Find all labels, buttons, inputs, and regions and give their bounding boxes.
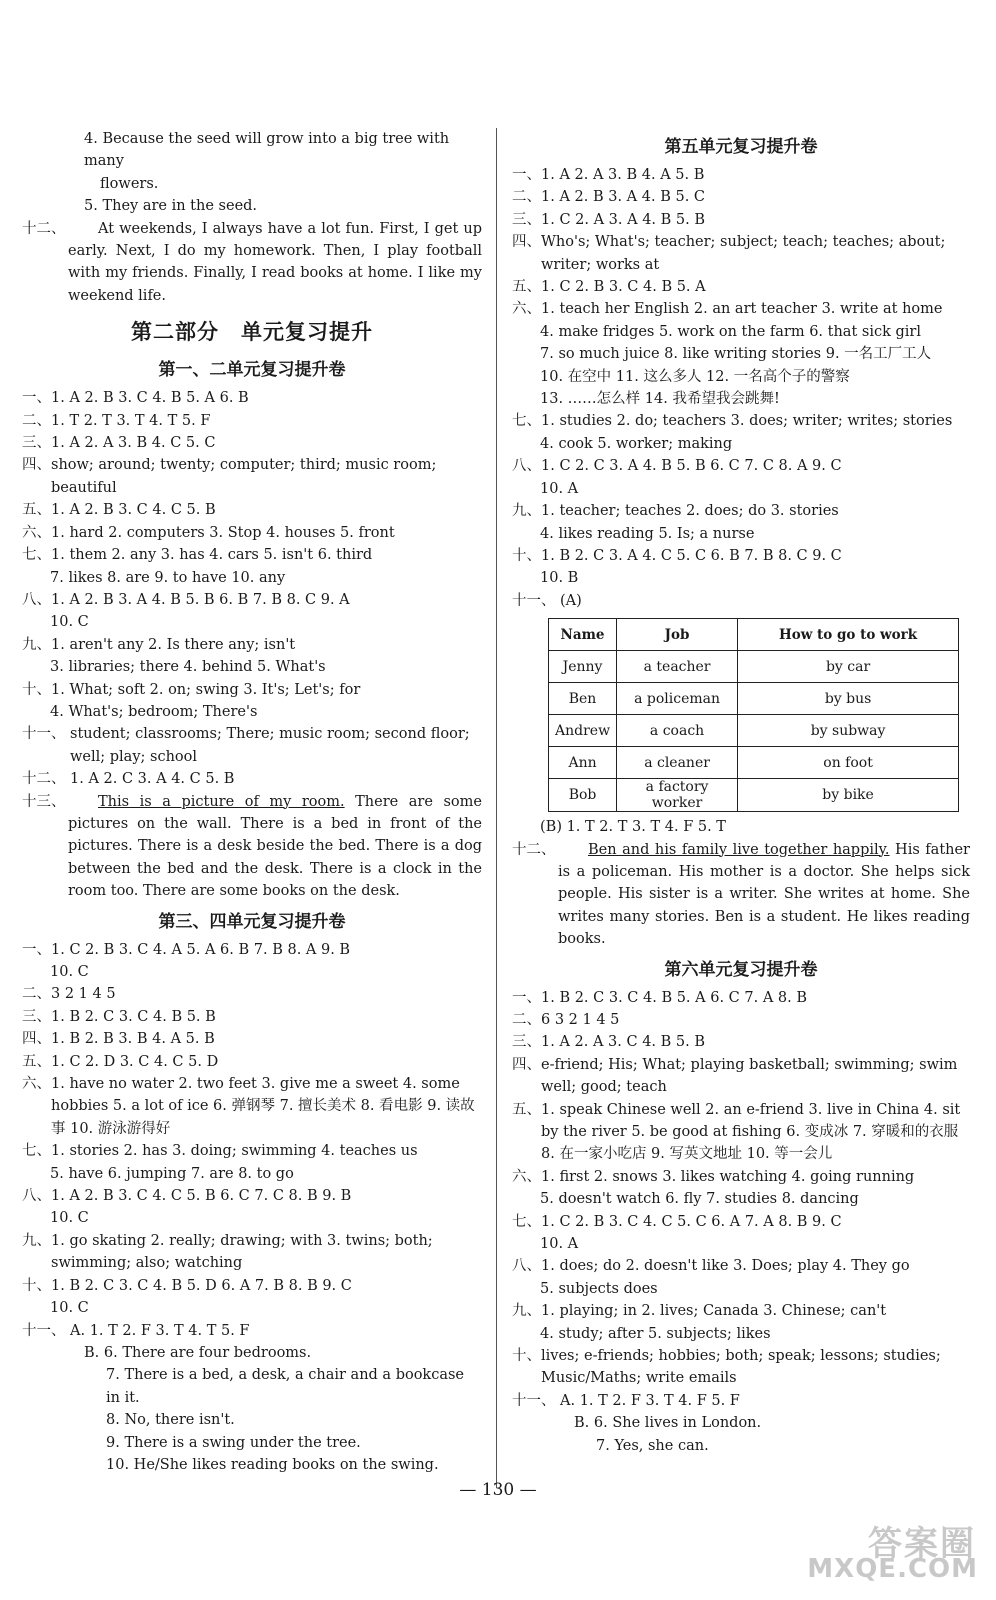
answer-text: 10. A bbox=[540, 1236, 579, 1253]
question-number: 三、 bbox=[512, 211, 541, 228]
question-number bbox=[512, 321, 540, 343]
answer-text: 7. Yes, she can. bbox=[596, 1437, 709, 1454]
answer-text: 1. first 2. snows 3. likes watching 4. going running bbox=[541, 1168, 915, 1185]
answer-line bbox=[512, 366, 970, 388]
essay-paragraph: 十二、 At weekends, I always have a lot fun. First, I get up early. Next, I do my homework. Then, I play football with my friends. Finally, I read books at home. I like my weekend life. bbox=[22, 220, 482, 304]
answer-line bbox=[512, 1211, 970, 1233]
question-number bbox=[22, 567, 50, 589]
answer-line bbox=[512, 478, 970, 500]
answer-line bbox=[22, 1073, 482, 1140]
answer-line bbox=[512, 523, 970, 545]
answer-line: 4. Because the seed will grow into a big tree with many bbox=[84, 131, 450, 170]
part-title: 第二部分 单元复习提升 bbox=[131, 319, 373, 345]
answer-line bbox=[22, 1409, 482, 1431]
answer-line bbox=[22, 1028, 482, 1050]
answer-list bbox=[22, 387, 482, 790]
question-number: 八、 bbox=[512, 1258, 541, 1275]
answer-text: 1. A 2. A 3. B 4. C 5. C bbox=[51, 435, 216, 452]
answer-text: 5. subjects does bbox=[540, 1280, 658, 1297]
table-header: How to go to work bbox=[738, 619, 959, 651]
answer-line bbox=[22, 1185, 482, 1207]
question-number: 四、 bbox=[22, 457, 51, 474]
answer-line bbox=[22, 1163, 482, 1185]
question-number: 十、 bbox=[512, 547, 541, 564]
question-number: 十一、 bbox=[22, 726, 66, 743]
answer-text: 10. C bbox=[50, 1300, 89, 1317]
answer-text: 1. A 2. A 3. C 4. B 5. B bbox=[541, 1034, 706, 1051]
answer-text: 7. There is a bed, a desk, a chair and a bookcase in it. bbox=[106, 1367, 465, 1406]
answer-line bbox=[22, 387, 482, 409]
answer-text: 1. hard 2. computers 3. Stop 4. houses 5. front bbox=[51, 524, 395, 541]
table-row bbox=[549, 683, 959, 715]
table-cell: by subway bbox=[738, 715, 959, 747]
answer-line bbox=[22, 1006, 482, 1028]
question-number bbox=[512, 1323, 540, 1345]
answer-line bbox=[512, 1255, 970, 1277]
answer-line bbox=[22, 611, 482, 633]
answer-line bbox=[22, 939, 482, 961]
answer-text: A. 1. T 2. F 3. T 4. F 5. F bbox=[560, 1392, 740, 1409]
question-number bbox=[22, 1297, 50, 1319]
answer-line bbox=[22, 432, 482, 454]
answer-text: 1. B 2. C 3. A 4. C 5. C 6. B 7. B 8. C 9. C bbox=[541, 547, 842, 564]
answer-line bbox=[22, 1230, 482, 1275]
underlined-sentence: This is a picture of my room. bbox=[98, 793, 345, 810]
answer-line bbox=[512, 1278, 970, 1300]
question-number: 八、 bbox=[22, 591, 51, 608]
question-number: 十一、 bbox=[512, 1392, 556, 1409]
table-cell: by bike bbox=[738, 779, 959, 812]
answer-line bbox=[22, 768, 482, 790]
answer-text: 1. playing; in 2. lives; Canada 3. Chinese; can't bbox=[541, 1303, 887, 1320]
answer-text: 10. C bbox=[50, 614, 89, 631]
answer-text: 1. go skating 2. really; drawing; with 3. twins; both; swimming; also; watching bbox=[51, 1232, 433, 1272]
answer-text: 1. C 2. D 3. C 4. C 5. D bbox=[51, 1053, 219, 1070]
answer-line bbox=[512, 164, 970, 186]
question-number: 一、 bbox=[22, 390, 51, 407]
answer-text: 1. B 2. C 3. C 4. B 5. A 6. C 7. A 8. B bbox=[541, 989, 808, 1006]
answer-text: 13. ……怎么样 14. 我希望我会跳舞! bbox=[540, 391, 780, 408]
answer-text: 10. A bbox=[540, 480, 579, 497]
answer-line bbox=[22, 544, 482, 566]
answer-line bbox=[22, 1207, 482, 1229]
table-row bbox=[549, 715, 959, 747]
table-cell: a factory worker bbox=[617, 779, 738, 812]
table-cell: Jenny bbox=[549, 651, 617, 683]
answer-line bbox=[512, 388, 970, 410]
answer-line bbox=[512, 1166, 970, 1188]
answer-text: show; around; twenty; computer; third; music room; beautiful bbox=[51, 457, 437, 496]
question-number bbox=[512, 1233, 540, 1255]
answer-text: 6 3 2 1 4 5 bbox=[541, 1011, 620, 1028]
answer-text: 4. study; after 5. subjects; likes bbox=[540, 1325, 771, 1342]
left-column bbox=[22, 128, 482, 1476]
answer-line bbox=[22, 454, 482, 499]
table-cell: Ben bbox=[549, 683, 617, 715]
question-number: 十、 bbox=[22, 1277, 51, 1294]
question-number: 九、 bbox=[512, 1303, 541, 1320]
answer-table bbox=[548, 618, 959, 812]
answer-line bbox=[512, 1300, 970, 1322]
question-number bbox=[22, 1207, 50, 1229]
question-number: 一、 bbox=[512, 167, 541, 183]
question-number: 五、 bbox=[22, 1053, 51, 1070]
answer-line bbox=[512, 1435, 970, 1457]
question-number bbox=[512, 433, 540, 455]
answer-line bbox=[512, 545, 970, 567]
question-number: 六、 bbox=[512, 1168, 541, 1185]
answer-text: 4. likes reading 5. Is; a nurse bbox=[540, 525, 755, 542]
answer-text: 1. them 2. any 3. has 4. cars 5. isn't 6. third bbox=[51, 547, 373, 564]
question-number: 四、 bbox=[512, 1056, 541, 1073]
question-number: 十、 bbox=[22, 681, 51, 698]
answer-text: 1. have no water 2. two feet 3. give me a sweet 4. some hobbies 5. a lot of ice 6. 弹钢琴 7. 擅长美术 8. 看电影 9. 读故事 10. 游泳游得好 bbox=[51, 1076, 475, 1137]
question-number: 一、 bbox=[22, 941, 51, 958]
answer-text: 1. A 2. B 3. C 4. C 5. B bbox=[51, 502, 216, 519]
answer-text: 4. make fridges 5. work on the farm 6. that sick girl bbox=[540, 323, 921, 340]
answer-line bbox=[512, 1390, 970, 1412]
question-number bbox=[512, 366, 540, 388]
question-number bbox=[22, 611, 50, 633]
question-number bbox=[512, 343, 540, 365]
answer-text: 1. B 2. C 3. C 4. B 5. B bbox=[51, 1008, 216, 1025]
question-number: 九、 bbox=[22, 1232, 51, 1249]
answer-line bbox=[512, 1412, 970, 1434]
answer-text: 1. A 2. B 3. C 4. B 5. A 6. B bbox=[51, 390, 249, 407]
question-number: 五、 bbox=[512, 279, 541, 296]
question-number bbox=[22, 961, 50, 983]
watermark-text: 答案圈 bbox=[868, 1524, 976, 1564]
answer-text: 1. C 2. C 3. A 4. B 5. B 6. C 7. C 8. A 9. C bbox=[541, 458, 842, 475]
answer-line bbox=[22, 723, 482, 768]
answer-line bbox=[22, 634, 482, 656]
answer-line bbox=[512, 1345, 970, 1390]
answer-line bbox=[22, 567, 482, 589]
answer-line bbox=[22, 1342, 482, 1364]
question-number: 二、 bbox=[512, 189, 541, 206]
answer-line bbox=[512, 231, 970, 276]
answer-text: 7. so much juice 8. like writing stories 9. 一名工厂工人 bbox=[540, 346, 932, 363]
answer-text: 4. What's; bedroom; There's bbox=[50, 703, 258, 720]
table-row bbox=[549, 651, 959, 683]
table-cell: Bob bbox=[549, 779, 617, 812]
answer-text: (A) bbox=[560, 592, 582, 609]
answer-line: (B) 1. T 2. T 3. T 4. F 5. T bbox=[540, 819, 726, 836]
answer-text: 3. libraries; there 4. behind 5. What's bbox=[50, 659, 326, 676]
answer-text: 1. A 2. B 3. A 4. B 5. C bbox=[541, 189, 706, 206]
answer-text: 10. C bbox=[50, 1210, 89, 1227]
question-number bbox=[512, 388, 540, 410]
underlined-sentence: Ben and his family live together happily. bbox=[588, 841, 890, 858]
question-number: 三、 bbox=[512, 1034, 541, 1051]
table-cell: by bus bbox=[738, 683, 959, 715]
answer-line bbox=[512, 1099, 970, 1166]
watermark-url: MXQE.COM bbox=[807, 1554, 978, 1584]
question-number bbox=[512, 523, 540, 545]
answer-text: 1. C 2. B 3. C 4. B 5. A bbox=[541, 279, 706, 296]
answer-text: 4. cook 5. worker; making bbox=[540, 435, 733, 452]
question-number bbox=[512, 567, 540, 589]
answer-line bbox=[512, 343, 970, 365]
question-number: 五、 bbox=[22, 502, 51, 519]
answer-text: 10. B bbox=[540, 570, 579, 587]
answer-line bbox=[22, 1297, 482, 1319]
answer-line bbox=[512, 1031, 970, 1053]
column-divider bbox=[496, 128, 497, 1488]
table-cell: a coach bbox=[617, 715, 738, 747]
essay-paragraph: 十三、 This is a picture of my room. There are some pictures on the wall. There is a bed in front of the pictures. There is a desk beside the bed. There is a dog between the bed and the desk. There is a clock in the room too. There are some books on the desk. bbox=[22, 793, 482, 900]
answer-line bbox=[512, 209, 970, 231]
table-header: Job bbox=[617, 619, 738, 651]
table-cell: a policeman bbox=[617, 683, 738, 715]
answer-text: 1. does; do 2. doesn't like 3. Does; play 4. They go bbox=[541, 1258, 910, 1275]
question-number: 八、 bbox=[512, 458, 541, 475]
question-number bbox=[22, 701, 50, 723]
table-cell: a cleaner bbox=[617, 747, 738, 779]
question-number: 七、 bbox=[512, 1213, 541, 1230]
answer-line bbox=[22, 1320, 482, 1342]
answer-list-b bbox=[22, 1342, 482, 1476]
question-number: 十、 bbox=[512, 1348, 541, 1365]
answer-text: 1. studies 2. do; teachers 3. does; writer; writes; stories bbox=[541, 413, 953, 430]
answer-line bbox=[512, 987, 970, 1009]
answer-line bbox=[22, 656, 482, 678]
question-number: 十二、 bbox=[22, 771, 66, 788]
answer-line bbox=[512, 433, 970, 455]
question-number: 七、 bbox=[22, 547, 51, 564]
answer-text: 3 2 1 4 5 bbox=[51, 986, 116, 1003]
answer-line bbox=[22, 1140, 482, 1162]
answer-line bbox=[22, 1364, 482, 1409]
answer-line bbox=[512, 298, 970, 320]
question-number: 七、 bbox=[22, 1143, 51, 1160]
question-number: 七、 bbox=[512, 413, 541, 430]
answer-line bbox=[22, 1051, 482, 1073]
answer-line bbox=[22, 1275, 482, 1297]
answer-line bbox=[22, 701, 482, 723]
answer-line bbox=[512, 1233, 970, 1255]
answer-line bbox=[22, 1454, 482, 1476]
answer-line bbox=[22, 961, 482, 983]
question-number: 一、 bbox=[512, 989, 541, 1006]
table-cell: by car bbox=[738, 651, 959, 683]
question-number: 四、 bbox=[512, 234, 541, 251]
answer-line bbox=[22, 589, 482, 611]
question-number: 六、 bbox=[512, 301, 541, 318]
answer-text: 5. doesn't watch 6. fly 7. studies 8. dancing bbox=[540, 1191, 859, 1208]
answer-text: 1. A 2. B 3. A 4. B 5. B 6. B 7. B 8. C 9. A bbox=[51, 591, 350, 608]
question-number: 十一、 bbox=[512, 592, 556, 609]
answer-text: 1. C 2. B 3. C 4. C 5. C 6. A 7. A 8. B 9. C bbox=[541, 1213, 842, 1230]
answer-text: 1. T 2. T 3. T 4. T 5. F bbox=[51, 412, 211, 429]
answer-list-b bbox=[512, 1412, 970, 1457]
answer-text: 10. C bbox=[50, 964, 89, 980]
question-number bbox=[512, 1188, 540, 1210]
answer-text: 1. What; soft 2. on; swing 3. It's; Let's; for bbox=[51, 681, 361, 698]
section-title-unit-1-2: 第一、二单元复习提升卷 bbox=[158, 360, 346, 381]
essay-paragraph: 十二、 Ben and his family live together happily. His father is a policeman. His mother is a doctor. She helps sick people. His sister is a writer. She writes at home. She writes many stories. Ben is a student. He likes reading books. bbox=[512, 841, 970, 948]
answer-text: student; classrooms; There; music room; second floor; well; play; school bbox=[70, 726, 470, 765]
answer-text: 1. C 2. B 3. C 4. A 5. A 6. B 7. B 8. A 9. B bbox=[51, 941, 351, 958]
answer-line bbox=[22, 499, 482, 521]
answer-line bbox=[512, 321, 970, 343]
question-number: 二、 bbox=[512, 1011, 541, 1028]
answer-text: 8. No, there isn't. bbox=[106, 1412, 235, 1429]
table-cell: on foot bbox=[738, 747, 959, 779]
question-number: 三、 bbox=[22, 435, 51, 452]
section-title-unit-5: 第五单元复习提升卷 bbox=[664, 137, 818, 157]
question-number bbox=[22, 1163, 50, 1185]
answer-list bbox=[512, 987, 970, 1413]
answer-text: 1. A 2. C 3. A 4. C 5. B bbox=[70, 771, 235, 788]
answer-line: 5. They are in the seed. bbox=[84, 198, 258, 215]
question-number: 三、 bbox=[22, 1008, 51, 1025]
right-column bbox=[512, 128, 970, 1457]
table-cell: Andrew bbox=[549, 715, 617, 747]
answer-line bbox=[512, 276, 970, 298]
answer-text: 1. B 2. C 3. C 4. B 5. D 6. A 7. B 8. B 9. C bbox=[51, 1277, 352, 1294]
table-cell: a teacher bbox=[617, 651, 738, 683]
answer-text: 1. speak Chinese well 2. an e-friend 3. live in China 4. sit by the river 5. be good at fishing 6. 变成冰 7. 穿暖和的衣服 8. 在一家小吃店 9. 写英文地址 10. 等一会儿 bbox=[541, 1101, 961, 1163]
section-title-unit-3-4: 第三、四单元复习提升卷 bbox=[158, 911, 346, 932]
answer-line bbox=[22, 522, 482, 544]
answer-text: 1. A 2. B 3. C 4. C 5. B 6. C 7. C 8. B 9. B bbox=[51, 1188, 352, 1205]
answer-text: 1. teacher; teaches 2. does; do 3. stories bbox=[541, 503, 839, 520]
question-number: 六、 bbox=[22, 1076, 51, 1093]
question-number: 二、 bbox=[22, 412, 51, 429]
question-number: 九、 bbox=[22, 636, 51, 653]
question-number: 二、 bbox=[22, 986, 51, 1003]
question-number bbox=[22, 656, 50, 678]
table-row bbox=[549, 747, 959, 779]
answer-text: 1. teach her English 2. an art teacher 3. write at home bbox=[541, 301, 943, 318]
section-title-unit-6: 第六单元复习提升卷 bbox=[664, 959, 818, 980]
answer-list bbox=[22, 939, 482, 1342]
answer-line bbox=[512, 455, 970, 477]
question-number: 八、 bbox=[22, 1188, 51, 1205]
answer-text: 10. 在空中 11. 这么多人 12. 一名高个子的警察 bbox=[540, 368, 850, 385]
answer-line bbox=[22, 983, 482, 1005]
answer-text: 7. likes 8. are 9. to have 10. any bbox=[50, 569, 286, 586]
answer-line bbox=[512, 1188, 970, 1210]
answer-line bbox=[512, 590, 970, 612]
answer-text: A. 1. T 2. F 3. T 4. T 5. F bbox=[70, 1322, 250, 1339]
answer-line: flowers. bbox=[100, 175, 159, 192]
question-number bbox=[512, 1278, 540, 1300]
answer-line bbox=[512, 1054, 970, 1099]
answer-text: B. 6. She lives in London. bbox=[574, 1415, 762, 1432]
question-number: 十一、 bbox=[22, 1322, 66, 1339]
answer-line bbox=[22, 1432, 482, 1454]
table-cell: Ann bbox=[549, 747, 617, 779]
watermark-logo bbox=[807, 1516, 984, 1586]
answer-line bbox=[512, 1323, 970, 1345]
answer-line bbox=[512, 1009, 970, 1031]
answer-text: 1. C 2. A 3. A 4. B 5. B bbox=[541, 211, 706, 228]
answer-text: 1. aren't any 2. Is there any; isn't bbox=[51, 636, 296, 653]
answer-text: e-friend; His; What; playing basketball; swimming; swim well; good; teach bbox=[541, 1056, 958, 1096]
question-number: 四、 bbox=[22, 1031, 51, 1048]
answer-list bbox=[512, 164, 970, 612]
answer-line bbox=[22, 679, 482, 701]
page-number: — 130 — bbox=[459, 1480, 537, 1500]
answer-text: 5. have 6. jumping 7. are 8. to go bbox=[50, 1165, 294, 1182]
question-number: 五、 bbox=[512, 1101, 541, 1118]
answer-text: lives; e-friends; hobbies; both; speak; lessons; studies; Music/Maths; write emails bbox=[541, 1348, 941, 1387]
answer-text: 1. stories 2. has 3. doing; swimming 4. teaches us bbox=[51, 1143, 418, 1160]
answer-text: B. 6. There are four bedrooms. bbox=[84, 1344, 312, 1361]
answer-line bbox=[512, 186, 970, 208]
answer-line bbox=[512, 500, 970, 522]
answer-line bbox=[22, 410, 482, 432]
answer-text: 9. There is a swing under the tree. bbox=[106, 1434, 361, 1451]
answer-text: 1. A 2. A 3. B 4. A 5. B bbox=[541, 167, 705, 183]
table-header: Name bbox=[549, 619, 617, 651]
answer-text: Who's; What's; teacher; subject; teach; teaches; about; writer; works at bbox=[541, 234, 946, 273]
table-row bbox=[549, 779, 959, 812]
question-number: 六、 bbox=[22, 524, 51, 541]
answer-line bbox=[512, 567, 970, 589]
question-number bbox=[512, 478, 540, 500]
answer-text: 1. B 2. B 3. B 4. A 5. B bbox=[51, 1031, 215, 1048]
question-number: 九、 bbox=[512, 503, 541, 520]
answer-text: 10. He/She likes reading books on the swing. bbox=[106, 1456, 439, 1473]
answer-line bbox=[512, 410, 970, 432]
